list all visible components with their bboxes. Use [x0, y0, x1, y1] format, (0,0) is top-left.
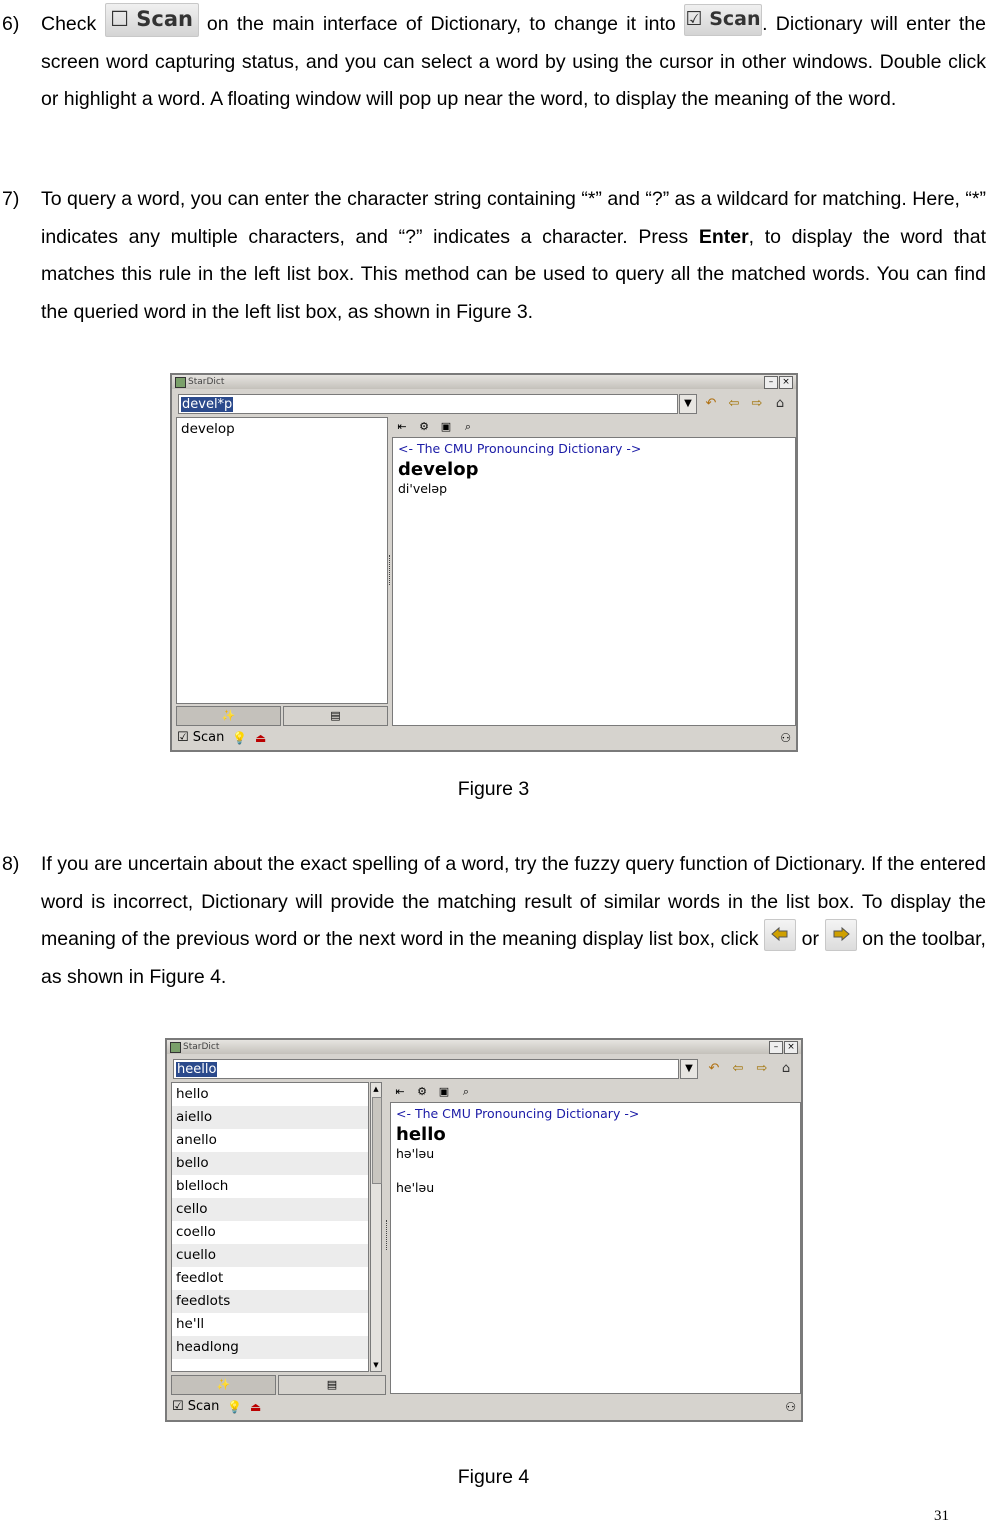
window-title: StarDict	[183, 1042, 220, 1052]
definition-pane	[392, 437, 796, 726]
quit-icon[interactable]: ⏏	[255, 731, 267, 745]
stardict-app-icon	[170, 1042, 181, 1053]
dictionary-header: <- The CMU Pronouncing Dictionary ->	[398, 441, 642, 456]
text-rest: . Dictionary will enter the screen word capturing status, and you can select a word by using the cursor in other windows. Double click or highlight a word. A floating window will pop up near the word, to display the meaning of the word.	[41, 13, 986, 110]
clear-icon[interactable]: ↶	[708, 1061, 720, 1076]
bulb-icon[interactable]: 💡	[227, 1400, 242, 1414]
list-item[interactable]: bello	[172, 1152, 368, 1175]
text-tail: on the toolbar, as shown in Figure 4.	[41, 928, 986, 988]
clear-icon[interactable]: ↶	[705, 396, 717, 411]
dropdown-arrow-icon[interactable]: ▼	[679, 394, 697, 414]
tab-wildcard[interactable]: ✨	[171, 1375, 276, 1395]
page-number: 31	[934, 1508, 949, 1524]
tab-wildcard[interactable]: ✨	[176, 706, 281, 726]
scan-unchecked-icon: ☐ Scan	[105, 3, 199, 37]
list-item[interactable]: he'll	[176, 1316, 205, 1332]
list-item[interactable]: feedlot	[176, 1270, 224, 1286]
figure-4-window	[165, 1038, 803, 1422]
stardict-app-icon	[175, 377, 186, 388]
paragraph-text	[41, 846, 986, 996]
figure-3-caption: Figure 3	[457, 778, 530, 800]
list-item[interactable]: cuello	[172, 1244, 368, 1267]
text-check: Check	[41, 13, 97, 35]
list-item[interactable]: develop	[181, 421, 235, 437]
title-bar	[167, 1040, 801, 1054]
search-input[interactable]	[178, 394, 678, 414]
quit-icon[interactable]: ⏏	[250, 1400, 262, 1414]
search-icon[interactable]: ⌕	[462, 1085, 470, 1098]
enter-key-label: Enter	[698, 225, 749, 248]
text-mid: on the main interface of Dictionary, to change it into	[206, 13, 676, 35]
save-icon[interactable]: ▣	[438, 1085, 450, 1098]
search-input-value: heello	[177, 1062, 217, 1077]
search-icon[interactable]: ⌕	[464, 420, 472, 433]
close-icon[interactable]: ×	[779, 376, 793, 389]
scroll-down-icon[interactable]: ▼	[373, 1361, 379, 1369]
definition-toolbar	[392, 1084, 512, 1104]
tab-fulltext[interactable]: ▤	[278, 1375, 386, 1395]
scroll-up-icon[interactable]: ▲	[373, 1085, 379, 1093]
list-item[interactable]: cello	[172, 1198, 368, 1221]
forward-arrow-icon[interactable]: ⇨	[751, 396, 763, 411]
home-icon[interactable]: ⌂	[781, 1061, 791, 1076]
bulb-icon[interactable]: 💡	[232, 731, 247, 745]
back-arrow-icon	[764, 919, 796, 951]
list-item[interactable]: hello	[176, 1086, 209, 1102]
list-item[interactable]: feedlots	[172, 1290, 368, 1313]
paragraph-text	[41, 181, 986, 331]
back-arrow-icon[interactable]: ⇦	[732, 1061, 744, 1076]
tab-fulltext[interactable]: ▤	[283, 706, 388, 726]
scrollbar-thumb[interactable]	[372, 1097, 382, 1184]
list-item[interactable]: coello	[176, 1224, 216, 1240]
list-item[interactable]: aiello	[172, 1106, 368, 1129]
close-icon[interactable]: ×	[784, 1041, 798, 1054]
minimize-icon[interactable]: –	[764, 376, 778, 389]
search-input[interactable]	[173, 1059, 679, 1079]
text-before-bold: To query a word, you can enter the character string containing “*” and “?” as a wildcard for matching. Here, “*” indicates any multiple characters, and “?” indicates a character. Press	[41, 188, 986, 248]
word-list	[171, 1082, 369, 1372]
dictionary-header: <- The CMU Pronouncing Dictionary ->	[396, 1106, 640, 1121]
text-or: or	[801, 928, 819, 950]
figure-4-caption: Figure 4	[457, 1466, 530, 1488]
definition-toolbar	[394, 419, 514, 439]
tray-icon[interactable]: ⚇	[780, 731, 791, 745]
home-icon[interactable]: ⌂	[775, 396, 785, 411]
item-number: 8)	[2, 853, 20, 875]
list-item[interactable]: blelloch	[176, 1178, 229, 1194]
text-after-bold: , to display the word that matches this rule in the left list box. This method can be used to query all the matched words. You can find the queried word in the left list box, as shown in Figure 3.	[41, 225, 986, 323]
pronunciation: di'veləp	[398, 481, 448, 496]
headword: develop	[398, 459, 479, 480]
scan-checked-icon: ☑ Scan	[684, 4, 762, 36]
word-list	[176, 417, 388, 704]
jump-icon[interactable]: ⇤	[395, 1085, 405, 1098]
title-bar	[172, 375, 796, 389]
save-icon[interactable]: ▣	[440, 420, 452, 433]
search-input-value: devel*p	[182, 397, 233, 412]
jump-icon[interactable]: ⇤	[397, 420, 407, 433]
forward-arrow-icon	[825, 919, 857, 951]
forward-arrow-icon[interactable]: ⇨	[756, 1061, 768, 1076]
back-arrow-icon[interactable]: ⇦	[728, 396, 740, 411]
pronunciation: he'ləu	[396, 1180, 435, 1195]
list-item[interactable]: anello	[176, 1132, 217, 1148]
item-number: 6)	[2, 13, 20, 35]
minimize-icon[interactable]: –	[769, 1041, 783, 1054]
item-number: 7)	[2, 188, 20, 210]
pronunciation: hə'ləu	[396, 1146, 435, 1161]
scan-checkbox[interactable]: ☑ Scan	[177, 730, 225, 745]
list-item[interactable]: headlong	[172, 1336, 368, 1359]
dropdown-arrow-icon[interactable]: ▼	[680, 1059, 698, 1079]
list-scrollbar[interactable]	[370, 1082, 382, 1372]
settings-icon[interactable]: ⚙	[419, 420, 429, 433]
text-main: If you are uncertain about the exact spelling of a word, try the fuzzy query function of Dictionary. If the entered word is incorrect, Dictionary will provide the matching result of similar words in the list box. To display the meaning of the previous word or the next word in the meaning display list box, click	[41, 853, 986, 950]
headword: hello	[396, 1124, 446, 1145]
window-title: StarDict	[188, 377, 225, 387]
tray-icon[interactable]: ⚇	[785, 1400, 796, 1414]
figure-3-window	[170, 373, 798, 752]
paragraph-text	[41, 6, 986, 119]
settings-icon[interactable]: ⚙	[417, 1085, 427, 1098]
definition-pane	[390, 1102, 801, 1394]
scan-checkbox[interactable]: ☑ Scan	[172, 1399, 220, 1414]
